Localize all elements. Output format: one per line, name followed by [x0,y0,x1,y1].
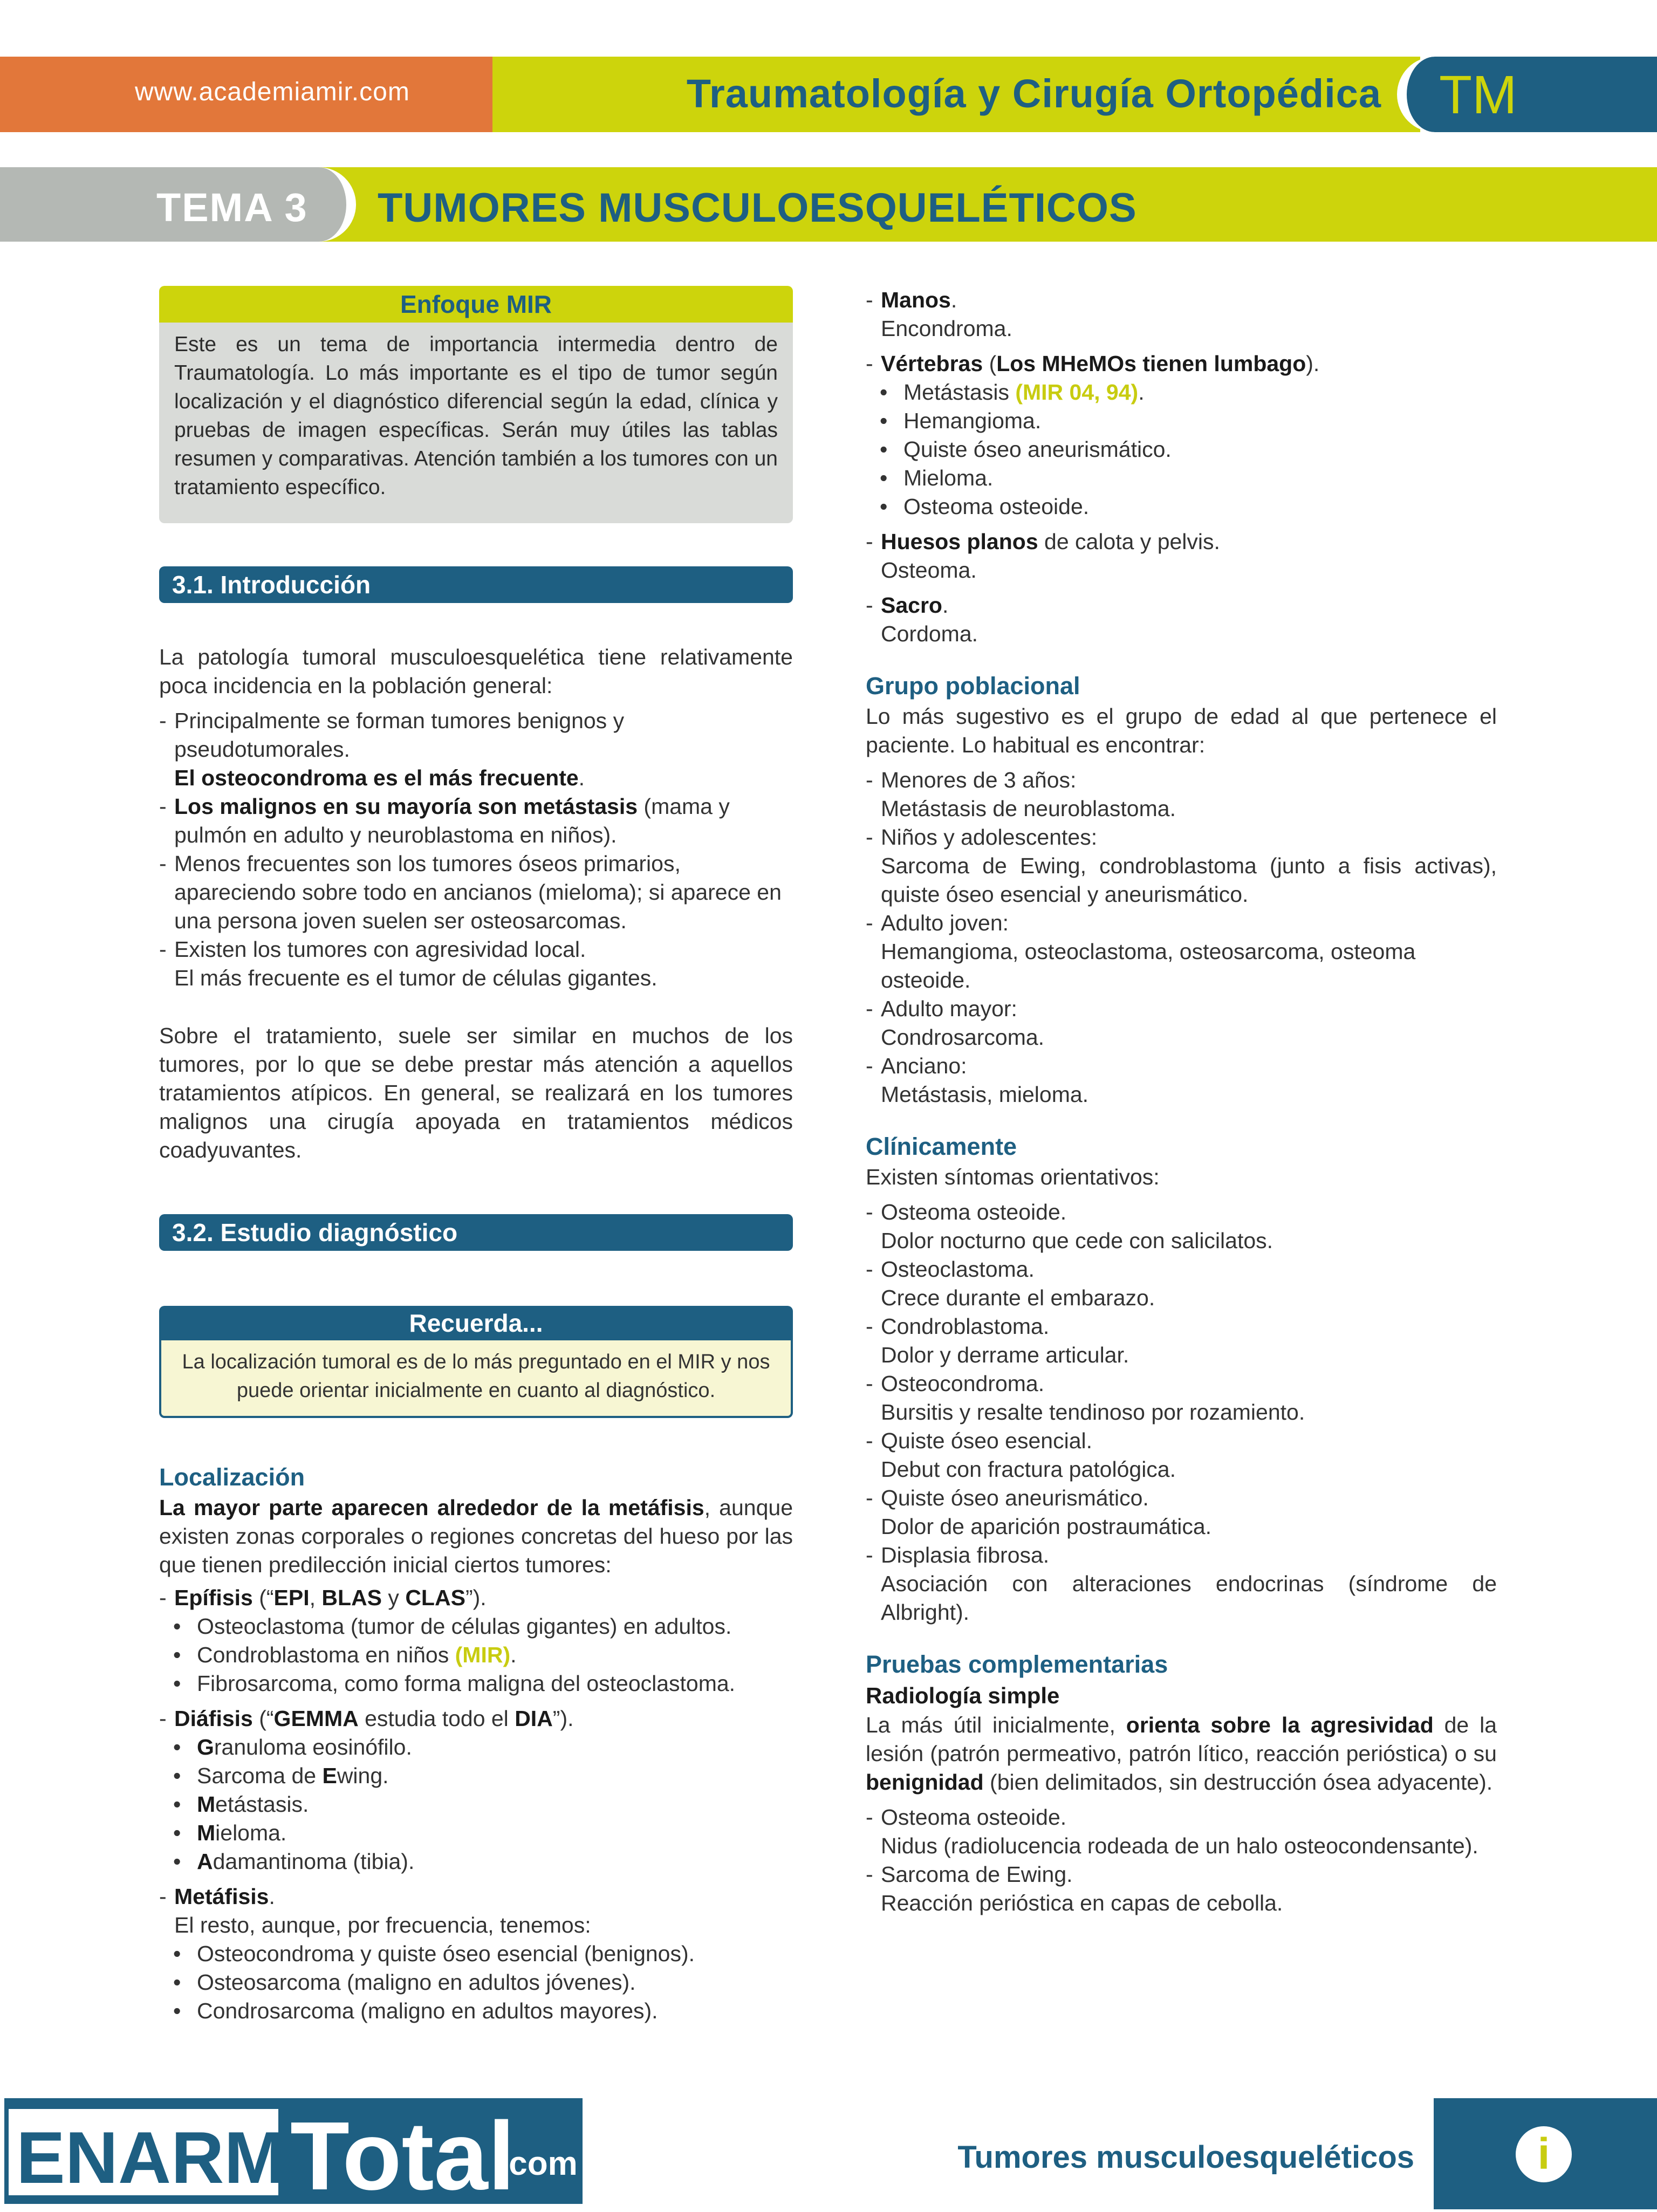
list-item-sub: Encondroma. [881,316,1012,341]
list-item-sub: Hemangioma, osteoclastoma, osteosarcoma, osteoma osteoide. [881,939,1416,992]
text: ”). [552,1706,574,1731]
text: , [309,1585,322,1610]
list-item-sub: El más frecuente es el tumor de células gigantes. [174,965,658,990]
bold-text: orienta sobre la agresividad [1126,1713,1434,1737]
bold-text: BLAS [321,1585,382,1610]
bold-letter: M [197,1792,216,1817]
recuerda-box [159,1306,793,1418]
list-item: - Osteoclastoma. [866,1255,1497,1284]
tema-label: TEMA 3 [156,185,308,230]
list-item [159,1819,793,1847]
list-item-text: Menos frecuentes son los tumores óseos primarios, apareciendo sobre todo en ancianos (mieloma); si aparece en una persona joven suelen ser osteosarcomas. [174,851,782,933]
subheading-localizacion: Localización [159,1463,305,1491]
list-item-text: ranuloma eosinófilo. [214,1735,412,1759]
logo-enarm-block [9,2109,285,2199]
list-item: • Osteoma osteoide. [866,492,1497,521]
list-item-text: etástasis. [215,1792,309,1817]
list-item: - Adulto joven: [866,909,1497,937]
list-item: • Osteocondroma y quiste óseo esencial (benignos). [159,1940,793,1968]
logo-total-text: Total [290,2102,515,2210]
bold-text: Sacro [881,593,942,618]
list-item [159,707,793,764]
list-item-sub: Asociación con alteraciones endocrinas (síndrome de Albright). [881,1571,1497,1625]
list-item: - Adulto mayor: [866,995,1497,1023]
bold-text: Los malignos en su mayoría son metástasis [174,794,638,819]
list-item: • Mieloma. [866,464,1497,492]
footer-title: Tumores musculoesqueléticos [957,2140,1414,2175]
left-column [159,286,793,2025]
bold-letter: M [197,1820,216,1845]
list-item-huesos-planos [866,528,1497,556]
list-item: - Sarcoma de Ewing. [866,1860,1497,1889]
logo-com-text: .com [499,2145,578,2182]
list-item-sub: Bursitis y resalte tendinoso por rozamiento. [881,1400,1305,1425]
list-item: - Quiste óseo aneurismático. [866,1484,1497,1512]
treatment-paragraph: Sobre el tratamiento, suele ser similar en muchos de los tumores, por lo que se debe prestar más atención a aquellos tratamientos atípicos. En general, se realizará en los tumores malignos una cirugía apoyada en tratamientos médicos coadyuvantes. [159,1023,793,1162]
tema-label-block [0,167,356,242]
bold-letter: A [197,1849,213,1874]
recuerda-title: Recuerda... [159,1306,793,1340]
bold-letter: G [197,1735,214,1759]
list-item-sub: Crece durante el embarazo. [881,1285,1155,1310]
paragraph-text: de la lesión (patrón permeativo, patrón lítico, reacción perióstica) o su [866,1713,1497,1766]
bold-letter: E [322,1763,337,1788]
subheading-pruebas: Pruebas complementarias [866,1651,1168,1678]
paragraph-text: (bien delimitados, sin destrucción ósea adyacente). [983,1770,1493,1795]
list-item-epifisis [159,1584,793,1612]
enfoque-box [159,286,793,523]
enarm-total-logo [4,2098,583,2210]
list-item-metafisis: - Metáfisis. [159,1882,793,1911]
list-item-sub: Debut con fractura patológica. [881,1457,1176,1482]
localizacion-paragraph [159,1494,793,1579]
bold-text: La mayor parte aparecen alrededor de la metáfisis [159,1495,704,1520]
list-item-text: de calota y pelvis. [1038,529,1220,554]
list-item-text: Principalmente se forman tumores benignos y pseudotumorales. [174,708,625,762]
bold-text: Los MHeMOs tienen lumbago [996,351,1306,376]
bold-text: Metáfisis [174,1884,269,1909]
list-item: - Displasia fibrosa. [866,1541,1497,1570]
list-item: • Osteoclastoma (tumor de células gigantes) en adultos. [159,1612,793,1641]
enfoque-title: Enfoque MIR [159,286,793,323]
logo-enarm-text: ENARM [16,2117,285,2199]
list-item: - Osteoma osteoide. [866,1198,1497,1227]
list-item-sub: Sarcoma de Ewing, condroblastoma (junto a fisis activas), quiste óseo esencial y aneurismático. [881,853,1497,907]
bold-text: Manos [881,287,951,312]
list-item [159,1733,793,1762]
page-title: TUMORES MUSCULOESQUELÉTICOS [378,185,1137,231]
bold-text: DIA [515,1706,553,1731]
bold-text: El osteocondroma es el más frecuente [174,765,579,790]
info-icon: i [1516,2126,1572,2182]
list-item-text: ieloma. [215,1820,287,1845]
bold-text: EPI [273,1585,310,1610]
footer-page-box [1434,2098,1657,2209]
list-item: - Quiste óseo esencial. [866,1427,1497,1455]
bold-text: Diáfisis [174,1706,253,1731]
mir-reference: (MIR 04, 94) [1015,380,1139,405]
list-item [159,935,793,964]
list-item [159,1847,793,1876]
list-item: • Condrosarcoma (maligno en adultos mayores). [159,1997,793,2025]
mir-reference: (MIR) [455,1642,511,1667]
text: ”). [465,1585,487,1610]
subheading-clinica: Clínicamente [866,1133,1017,1160]
header-subject: Traumatología y Cirugía Ortopédica [686,71,1381,116]
intro-paragraph: La patología tumoral musculoesquelética tiene relativamente poca incidencia en la población general: [159,645,793,698]
list-item-sub: Metástasis, mieloma. [881,1082,1089,1107]
bold-text: Huesos planos [881,529,1038,554]
list-item [159,1762,793,1790]
list-item-text: Condroblastoma en niños [197,1642,455,1667]
bold-text: Vértebras [881,351,983,376]
list-item: - Osteocondroma. [866,1369,1497,1398]
list-item: - Anciano: [866,1052,1497,1080]
list-item [159,792,793,850]
list-item: - Condroblastoma. [866,1312,1497,1341]
bold-text: GEMMA [273,1706,359,1731]
bold-text: Epífisis [174,1585,253,1610]
radiologia-paragraph [866,1711,1497,1797]
list-item-text: wing. [337,1763,389,1788]
header-badge-text: TM [1439,65,1517,125]
header-badge [1397,57,1657,132]
list-item-diafisis [159,1704,793,1733]
paragraph-text: , aunque existen zonas corporales o regiones concretas del hueso por las que tienen predilección inicial ciertos tumores: [159,1495,793,1577]
enfoque-body: Este es un tema de importancia intermedia dentro de Traumatología. Lo más importante es el tipo de tumor según localización y el diagnóstico diferencial según la edad, clínica y pruebas de imagen específicas. Serán muy útiles las tablas resumen y comparativas. Atención también a los tumores con un tratamiento específico. [159,323,793,523]
list-item-text: Metástasis [903,380,1016,405]
clinica-paragraph: Existen síntomas orientativos: [866,1165,1160,1189]
header-subject-block [492,57,1420,132]
subheading-grupo: Grupo poblacional [866,672,1080,700]
recuerda-body: La localización tumoral es de lo más preguntado en el MIR y nos puede orientar inicialmente en cuanto al diagnóstico. [159,1340,793,1418]
list-item-sub: El resto, aunque, por frecuencia, tenemos: [174,1913,591,1937]
list-item-text: Sarcoma de [197,1763,323,1788]
list-item-sub: Metástasis de neuroblastoma. [881,796,1176,821]
list-item-sub: Reacción perióstica en capas de cebolla. [881,1891,1283,1915]
text: (“ [252,1706,274,1731]
paragraph-text: La más útil inicialmente, [866,1713,1126,1737]
list-item [159,850,793,935]
header-band [0,57,1657,132]
list-item-text: damantinoma (tibia). [213,1849,415,1874]
list-item-vertebras: - Vértebras (Los MHeMOs tienen lumbago). [866,350,1497,378]
section-heading-estudio: 3.2. Estudio diagnóstico [159,1214,793,1251]
section-heading-introduccion: 3.1. Introducción [159,566,793,603]
list-item: - Osteoma osteoide. [866,1803,1497,1832]
list-item: • Condroblastoma en niños (MIR). [159,1641,793,1669]
list-item: - Niños y adolescentes: [866,823,1497,852]
right-column [866,286,1497,1917]
text: y [382,1585,406,1610]
header-url-link[interactable]: www.academiamir.com [135,78,410,106]
list-item-sub: Dolor de aparición postraumática. [881,1514,1212,1539]
subheading-radiologia: Radiología simple [866,1683,1060,1708]
list-item-text: (mama y pulmón en adulto y neuroblastoma en niños). [174,794,730,847]
list-item-text: Existen los tumores con agresividad local. [174,937,586,962]
list-item: • Quiste óseo aneurismático. [866,435,1497,464]
list-item: • Hemangioma. [866,407,1497,435]
list-item-sub: Osteoma. [881,558,977,583]
text: estudia todo el [358,1706,515,1731]
list-item-sub: Nidus (radiolucencia rodeada de un halo osteocondensante). [881,1833,1478,1858]
list-item: - Menores de 3 años: [866,766,1497,795]
list-item: • Osteosarcoma (maligno en adultos jóvenes). [159,1968,793,1997]
list-item-sub: Cordoma. [881,621,978,646]
list-item-sacro: - Sacro. [866,591,1497,620]
header-url-block [0,57,492,132]
list-item: • Fibrosarcoma, como forma maligna del osteoclastoma. [159,1669,793,1698]
bold-text: CLAS [405,1585,465,1610]
list-item-manos: - Manos. [866,286,1497,314]
text: (“ [252,1585,274,1610]
grupo-paragraph: Lo más sugestivo es el grupo de edad al que pertenece el paciente. Lo habitual es encontrar: [866,704,1497,757]
list-item [159,1790,793,1819]
bold-text: benignidad [866,1770,984,1795]
list-item-sub: El osteocondroma es el más frecuente. [174,765,585,790]
list-item-sub: Dolor y derrame articular. [881,1343,1129,1367]
list-item-sub: Dolor nocturno que cede con salicilatos. [881,1228,1273,1253]
list-item: • Metástasis (MIR 04, 94). [866,378,1497,407]
list-item-sub: Condrosarcoma. [881,1025,1045,1050]
tema-band [0,167,1657,242]
